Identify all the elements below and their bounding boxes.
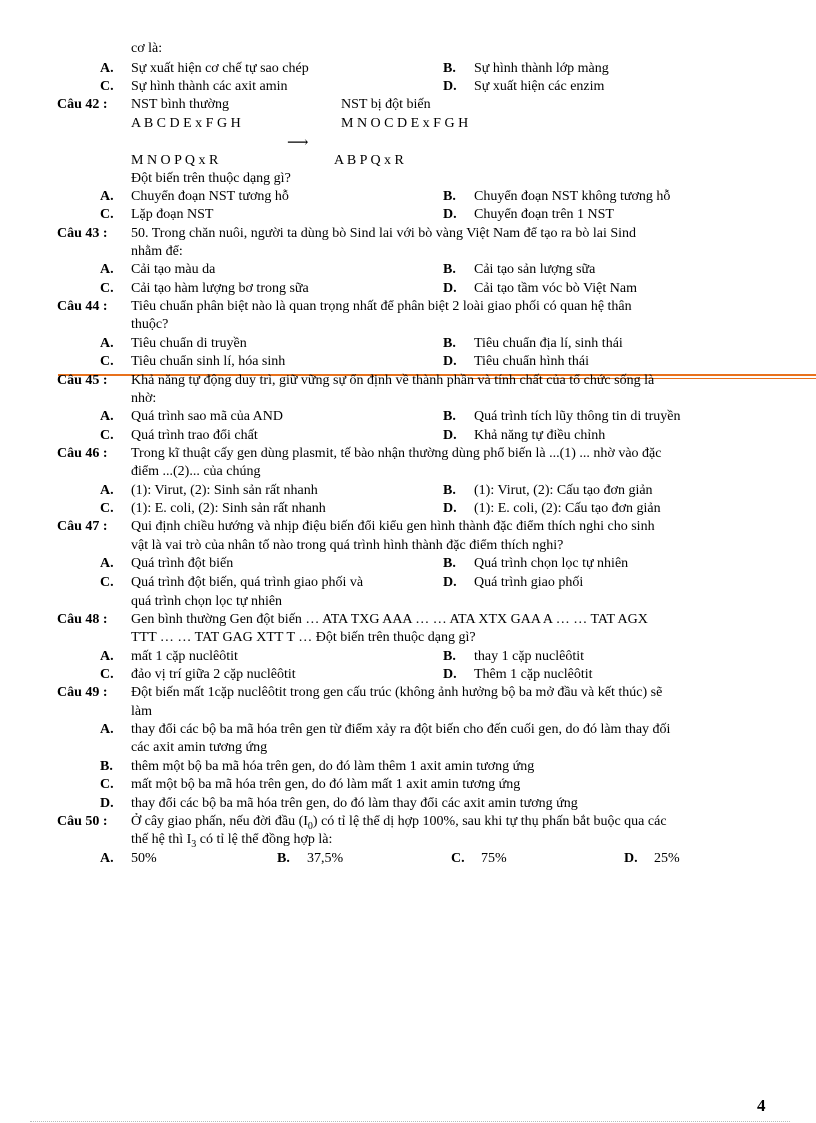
q49-option-c-letter: C.	[100, 777, 114, 792]
q41-option-b-letter: B.	[443, 61, 456, 76]
q46-text1: Trong kĩ thuật cấy gen dùng plasmit, tế bào nhận thường dùng phổ biến là ...(1) ... nhờ vào đặc	[131, 446, 662, 461]
q50-option-a-letter: A.	[100, 851, 114, 866]
q50-option-b-letter: B.	[277, 851, 290, 866]
q50-label: Câu 50 :	[57, 814, 108, 829]
q45-option-b-letter: B.	[443, 409, 456, 424]
q48-option-d-letter: D.	[443, 667, 457, 682]
q50-text1-pre: Ở cây giao phấn, nếu đời đầu (I	[131, 814, 308, 829]
q49-option-d: thay đổi các bộ ba mã hóa trên gen, do đó làm thay đổi các axit amin tương ứng	[131, 796, 578, 811]
q49-option-a1: thay đổi các bộ ba mã hóa trên gen từ điểm xảy ra đột biến cho đến cuối gen, do đó làm thay đối	[131, 722, 671, 737]
q44-text1: Tiêu chuẩn phân biệt nào là quan trọng nhất để phân biệt 2 loài giao phối có quan hệ thân	[131, 299, 632, 314]
q44-option-a-letter: A.	[100, 336, 114, 351]
q42-question: Đột biến trên thuộc dạng gì?	[131, 171, 291, 186]
q48-option-a-letter: A.	[100, 649, 114, 664]
q43-text1: 50. Trong chăn nuôi, người ta dùng bò Sind lai với bò vàng Việt Nam để tạo ra bò lai Sind	[131, 226, 637, 241]
q46-option-a: (1): Virut, (2): Sinh sản rất nhanh	[131, 483, 318, 498]
q42-option-b-letter: B.	[443, 189, 456, 204]
q44-option-a: Tiêu chuẩn di truyền	[131, 336, 247, 351]
q42-option-b: Chuyển đoạn NST không tương hỗ	[474, 189, 671, 204]
q49-option-d-letter: D.	[100, 796, 114, 811]
q50-option-d-letter: D.	[624, 851, 638, 866]
page-number: 4	[757, 1096, 766, 1115]
q44-text2: thuộc?	[131, 317, 169, 332]
q42-mutant-seq2: A B P Q x R	[334, 153, 404, 168]
q49-label: Câu 49 :	[57, 685, 108, 700]
q49-text2: làm	[131, 704, 152, 719]
q45-label: Câu 45 :	[57, 373, 108, 388]
q46-label: Câu 46 :	[57, 446, 108, 461]
lead-in-text: cơ là:	[131, 41, 163, 56]
q42-normal-title: NST bình thường	[131, 97, 229, 112]
q42-option-a-letter: A.	[100, 189, 114, 204]
q42-option-c: Lặp đoạn NST	[131, 207, 214, 222]
arrow-icon: ⟶	[287, 135, 309, 151]
q44-option-c-letter: C.	[100, 354, 114, 369]
q50-text1-sub: 0	[307, 820, 313, 832]
q49-option-a-letter: A.	[100, 722, 114, 737]
q41-option-c: Sự hình thành các axit amin	[131, 79, 288, 94]
q48-option-c: đảo vị trí giữa 2 cặp nuclêôtit	[131, 667, 296, 682]
q47-option-a: Quá trình đột biến	[131, 556, 234, 571]
q41-option-a: Sự xuất hiện cơ chế tự sao chép	[131, 61, 309, 76]
q50-option-b: 37,5%	[307, 851, 344, 866]
q49-option-b: thêm một bộ ba mã hóa trên gen, do đó làm thêm 1 axit amin tương ứng	[131, 759, 535, 774]
q47-option-d: Quá trình giao phối	[474, 575, 584, 590]
q44-option-d: Tiêu chuẩn hình thái	[474, 354, 589, 369]
q45-option-c-letter: C.	[100, 428, 114, 443]
q45-option-a: Quá trình sao mã của AND	[131, 409, 284, 424]
q43-option-d: Cải tạo tầm vóc bò Việt Nam	[474, 281, 637, 296]
q42-normal-seq1: A B C D E x F G H	[131, 116, 241, 131]
q46-option-c-letter: C.	[100, 501, 114, 516]
q43-label: Câu 43 :	[57, 226, 108, 241]
q47-option-b: Quá trình chọn lọc tự nhiên	[474, 556, 629, 571]
q46-option-d: (1): E. coli, (2): Cấu tạo đơn giản	[474, 501, 661, 516]
q42-option-c-letter: C.	[100, 207, 114, 222]
q50-option-a: 50%	[131, 851, 157, 866]
q45-option-b: Quá trình tích lũy thông tin di truyền	[474, 409, 681, 424]
q50-option-c-letter: C.	[451, 851, 465, 866]
q42-mutant-seq1: M N O C D E x F G H	[341, 116, 469, 131]
q44-label: Câu 44 :	[57, 299, 108, 314]
q41-option-b: Sự hình thành lớp màng	[474, 61, 609, 76]
q46-option-c: (1): E. coli, (2): Sinh sản rất nhanh	[131, 501, 326, 516]
q45-option-a-letter: A.	[100, 409, 114, 424]
q41-option-a-letter: A.	[100, 61, 114, 76]
q50-text1	[131, 813, 667, 831]
q43-option-a-letter: A.	[100, 262, 114, 277]
q42-label: Câu 42 :	[57, 97, 108, 112]
q50-option-c: 75%	[481, 851, 507, 866]
q44-option-c: Tiêu chuẩn sinh lí, hóa sinh	[131, 354, 286, 369]
q47-text1: Qui định chiều hướng và nhịp điệu biến đổi kiểu gen hình thành đặc điểm thích nghi cho sinh	[131, 519, 655, 534]
q41-option-c-letter: C.	[100, 79, 114, 94]
q48-option-b-letter: B.	[443, 649, 456, 664]
q43-option-b-letter: B.	[443, 262, 456, 277]
q41-option-d-letter: D.	[443, 79, 457, 94]
q48-text2: TTT … … TAT GAG XTT T … Đột biến trên thuộc dạng gì?	[131, 630, 476, 645]
q47-option-b-letter: B.	[443, 556, 456, 571]
q49-text1: Đột biến mất 1cặp nuclêôtit trong gen cấu trúc (không ảnh hưởng bộ ba mở đầu và kết thúc) sẽ	[131, 685, 663, 700]
q46-text2: điểm ...(2)... của chúng	[131, 464, 261, 479]
q45-text1: Khả năng tự động duy trì, giữ vững sự ổn định về thành phần và tính chất của tổ chức sống là	[131, 373, 655, 388]
q42-option-d: Chuyển đoạn trên 1 NST	[474, 207, 614, 222]
q50-option-d: 25%	[654, 851, 680, 866]
q50-text2-pre: thế hệ thì I	[131, 832, 192, 847]
q46-option-b: (1): Virut, (2): Cấu tạo đơn giản	[474, 483, 653, 498]
q48-option-b: thay 1 cặp nuclêôtit	[474, 649, 585, 664]
q47-label: Câu 47 :	[57, 519, 108, 534]
q44-option-b: Tiêu chuẩn địa lí, sinh thái	[474, 336, 623, 351]
q46-option-b-letter: B.	[443, 483, 456, 498]
q49-option-a2: các axit amin tương ứng	[131, 740, 268, 755]
q45-option-d: Khả năng tự điều chỉnh	[474, 428, 606, 443]
q48-label: Câu 48 :	[57, 612, 108, 627]
q43-option-a: Cải tạo màu da	[131, 262, 216, 277]
q50-text2-post: có tỉ lệ thể đồng hợp là:	[196, 832, 333, 847]
q47-option-a-letter: A.	[100, 556, 114, 571]
q48-option-d: Thêm 1 cặp nuclêôtit	[474, 667, 593, 682]
q42-option-a: Chuyển đoạn NST tương hỗ	[131, 189, 289, 204]
q45-option-d-letter: D.	[443, 428, 457, 443]
q48-option-c-letter: C.	[100, 667, 114, 682]
q50-text1-post: ) có tỉ lệ thể dị hợp 100%, sau khi tự thụ phấn bắt buộc qua các	[312, 814, 667, 829]
q42-normal-seq2: M N O P Q x R	[131, 153, 219, 168]
q42-mutant-title: NST bị đột biến	[341, 97, 431, 112]
q47-option-c1: Quá trình đột biến, quá trình giao phối và	[131, 575, 364, 590]
q46-option-a-letter: A.	[100, 483, 114, 498]
q49-option-b-letter: B.	[100, 759, 113, 774]
q46-option-d-letter: D.	[443, 501, 457, 516]
q43-option-c: Cải tạo hàm lượng bơ trong sữa	[131, 281, 309, 296]
footer-dotted-line	[30, 1121, 790, 1122]
q45-option-c: Quá trình trao đổi chất	[131, 428, 258, 443]
q48-option-a: mất 1 cặp nuclêôtit	[131, 649, 238, 664]
q44-option-b-letter: B.	[443, 336, 456, 351]
q47-option-c-letter: C.	[100, 575, 114, 590]
q48-text1: Gen bình thường Gen đột biến … ATA TXG AAA … … ATA XTX GAA A … … TAT AGX	[131, 612, 648, 627]
q42-option-d-letter: D.	[443, 207, 457, 222]
q43-option-d-letter: D.	[443, 281, 457, 296]
q47-option-d-letter: D.	[443, 575, 457, 590]
q47-option-c2: quá trình chọn lọc tự nhiên	[131, 594, 283, 609]
q43-text2: nhằm để:	[131, 244, 183, 259]
q41-option-d: Sự xuất hiện các enzim	[474, 79, 605, 94]
q47-text2: vật là vai trò của nhân tố nào trong quá trình hình thành đặc điểm thích nghi?	[131, 538, 564, 553]
q44-option-d-letter: D.	[443, 354, 457, 369]
q45-text2: nhờ:	[131, 391, 157, 406]
q50-text2	[131, 831, 332, 849]
q43-option-c-letter: C.	[100, 281, 114, 296]
q43-option-b: Cải tạo sản lượng sữa	[474, 262, 596, 277]
q49-option-c: mất một bộ ba mã hóa trên gen, do đó làm mất 1 axit amin tương ứng	[131, 777, 521, 792]
q50-text2-sub: 3	[191, 838, 197, 850]
